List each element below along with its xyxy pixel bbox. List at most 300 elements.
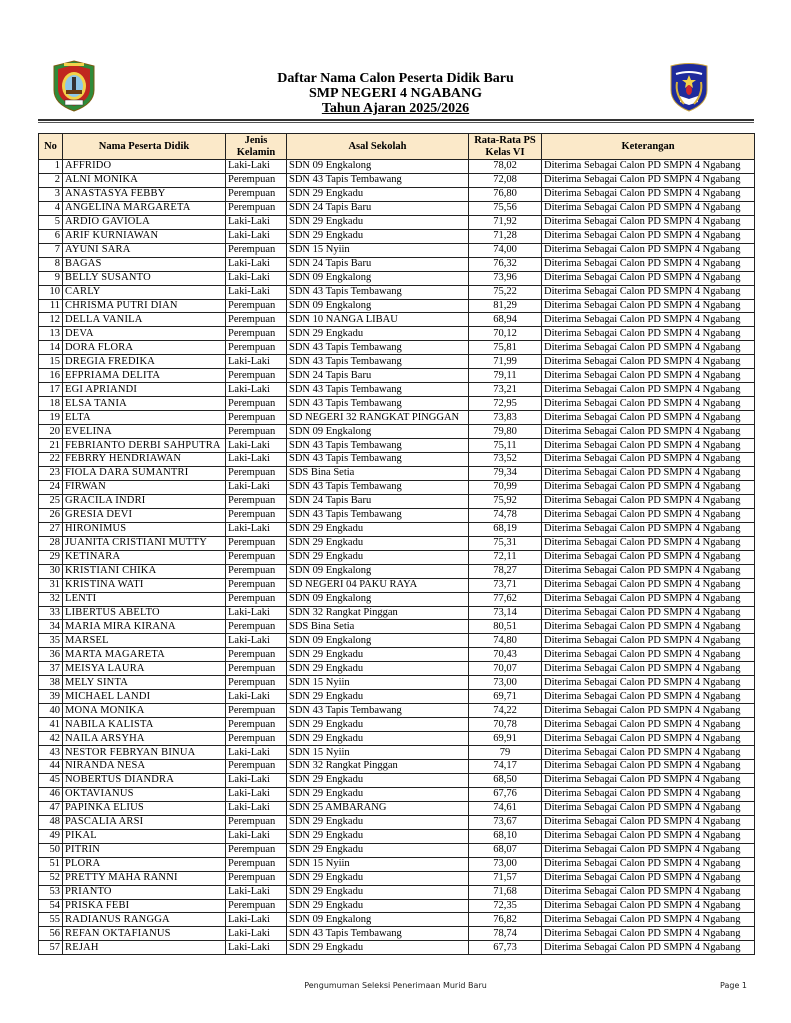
average-score: 74,00: [469, 243, 542, 257]
student-name: PLORA: [63, 857, 226, 871]
student-name: OKTAVIANUS: [63, 787, 226, 801]
average-score: 71,68: [469, 885, 542, 899]
student-name: DREGIA FREDIKA: [63, 355, 226, 369]
table-row: [39, 620, 755, 634]
average-score: 70,43: [469, 648, 542, 662]
row-number: 51: [39, 857, 63, 871]
student-name: FEBRIANTO DERBI SAHPUTRA: [63, 439, 226, 453]
student-name: MELY SINTA: [63, 676, 226, 690]
footer-text: Pengumuman Seleksi Penerimaan Murid Baru: [304, 981, 487, 990]
table-row: [39, 160, 755, 174]
average-score: 72,11: [469, 550, 542, 564]
table-row: [39, 327, 755, 341]
student-gender: Perempuan: [226, 718, 287, 732]
average-score: 73,71: [469, 578, 542, 592]
student-gender: Perempuan: [226, 494, 287, 508]
student-gender: Laki-Laki: [226, 215, 287, 229]
row-number: 49: [39, 829, 63, 843]
row-number: 33: [39, 606, 63, 620]
student-gender: Perempuan: [226, 508, 287, 522]
student-name: AFFRIDO: [63, 160, 226, 174]
row-number: 5: [39, 215, 63, 229]
row-number: 13: [39, 327, 63, 341]
remark: Diterima Sebagai Calon PD SMPN 4 Ngabang: [542, 718, 755, 732]
average-score: 73,96: [469, 271, 542, 285]
remark: Diterima Sebagai Calon PD SMPN 4 Ngabang: [542, 397, 755, 411]
average-score: 70,78: [469, 718, 542, 732]
row-number: 42: [39, 732, 63, 746]
page-number: Page 1: [720, 981, 747, 990]
average-score: 73,83: [469, 411, 542, 425]
student-gender: Laki-Laki: [226, 453, 287, 467]
average-score: 72,35: [469, 899, 542, 913]
row-number: 29: [39, 550, 63, 564]
table-row: [39, 606, 755, 620]
remark: Diterima Sebagai Calon PD SMPN 4 Ngabang: [542, 676, 755, 690]
student-gender: Laki-Laki: [226, 913, 287, 927]
student-name: KRISTIANI CHIKA: [63, 564, 226, 578]
row-number: 44: [39, 759, 63, 773]
student-name: ARDIO GAVIOLA: [63, 215, 226, 229]
table-row: [39, 759, 755, 773]
origin-school: SDN 29 Engkadu: [287, 899, 469, 913]
origin-school: SDN 29 Engkadu: [287, 327, 469, 341]
row-number: 24: [39, 480, 63, 494]
table-row: [39, 369, 755, 383]
table-body: [39, 160, 755, 955]
origin-school: SDN 29 Engkadu: [287, 662, 469, 676]
student-gender: Laki-Laki: [226, 257, 287, 271]
remark: Diterima Sebagai Calon PD SMPN 4 Ngabang: [542, 285, 755, 299]
student-gender: Perempuan: [226, 536, 287, 550]
average-score: 72,08: [469, 173, 542, 187]
origin-school: SDN 29 Engkadu: [287, 229, 469, 243]
origin-school: SDN 29 Engkadu: [287, 885, 469, 899]
remark: Diterima Sebagai Calon PD SMPN 4 Ngabang: [542, 746, 755, 760]
student-name: PIKAL: [63, 829, 226, 843]
origin-school: SDN 24 Tapis Baru: [287, 257, 469, 271]
student-gender: Perempuan: [226, 648, 287, 662]
row-number: 25: [39, 494, 63, 508]
student-name: MEISYA LAURA: [63, 662, 226, 676]
row-number: 55: [39, 913, 63, 927]
average-score: 76,80: [469, 187, 542, 201]
average-score: 77,62: [469, 592, 542, 606]
remark: Diterima Sebagai Calon PD SMPN 4 Ngabang: [542, 578, 755, 592]
origin-school: SDN 25 AMBARANG: [287, 801, 469, 815]
average-score: 73,14: [469, 606, 542, 620]
average-score: 67,76: [469, 787, 542, 801]
student-gender: Laki-Laki: [226, 801, 287, 815]
row-number: 8: [39, 257, 63, 271]
average-score: 80,51: [469, 620, 542, 634]
title-divider-thin: [38, 122, 754, 123]
student-name: NABILA KALISTA: [63, 718, 226, 732]
student-name: LIBERTUS ABELTO: [63, 606, 226, 620]
student-gender: Perempuan: [226, 871, 287, 885]
table-row: [39, 843, 755, 857]
remark: Diterima Sebagai Calon PD SMPN 4 Ngabang: [542, 243, 755, 257]
row-number: 57: [39, 941, 63, 955]
table-row: [39, 383, 755, 397]
average-score: 72,95: [469, 397, 542, 411]
row-number: 18: [39, 397, 63, 411]
column-header-score: Rata-Rata PS Kelas VI: [469, 134, 542, 160]
average-score: 68,10: [469, 829, 542, 843]
remark: Diterima Sebagai Calon PD SMPN 4 Ngabang: [542, 201, 755, 215]
average-score: 70,07: [469, 662, 542, 676]
row-number: 38: [39, 676, 63, 690]
average-score: 75,11: [469, 439, 542, 453]
remark: Diterima Sebagai Calon PD SMPN 4 Ngabang: [542, 271, 755, 285]
origin-school: SDN 29 Engkadu: [287, 732, 469, 746]
table-row: [39, 508, 755, 522]
student-gender: Perempuan: [226, 411, 287, 425]
average-score: 71,99: [469, 355, 542, 369]
average-score: 81,29: [469, 299, 542, 313]
row-number: 34: [39, 620, 63, 634]
remark: Diterima Sebagai Calon PD SMPN 4 Ngabang: [542, 411, 755, 425]
table-row: [39, 397, 755, 411]
table-row: [39, 592, 755, 606]
table-row: [39, 801, 755, 815]
remark: Diterima Sebagai Calon PD SMPN 4 Ngabang: [542, 522, 755, 536]
table-row: [39, 299, 755, 313]
row-number: 32: [39, 592, 63, 606]
student-gender: Perempuan: [226, 466, 287, 480]
student-name: BAGAS: [63, 257, 226, 271]
remark: Diterima Sebagai Calon PD SMPN 4 Ngabang: [542, 215, 755, 229]
remark: Diterima Sebagai Calon PD SMPN 4 Ngabang: [542, 913, 755, 927]
remark: Diterima Sebagai Calon PD SMPN 4 Ngabang: [542, 229, 755, 243]
student-name: PRIANTO: [63, 885, 226, 899]
student-gender: Perempuan: [226, 173, 287, 187]
average-score: 73,00: [469, 857, 542, 871]
title-line-1: Daftar Nama Calon Peserta Didik Baru: [277, 71, 514, 86]
table-row: [39, 941, 755, 955]
average-score: 70,99: [469, 480, 542, 494]
remark: Diterima Sebagai Calon PD SMPN 4 Ngabang: [542, 871, 755, 885]
student-gender: Perempuan: [226, 369, 287, 383]
remark: Diterima Sebagai Calon PD SMPN 4 Ngabang: [542, 160, 755, 174]
origin-school: SDN 15 Nyiin: [287, 676, 469, 690]
row-number: 54: [39, 899, 63, 913]
row-number: 35: [39, 634, 63, 648]
table-row: [39, 564, 755, 578]
row-number: 47: [39, 801, 63, 815]
average-score: 79,11: [469, 369, 542, 383]
average-score: 75,56: [469, 201, 542, 215]
table-row: [39, 648, 755, 662]
origin-school: SDN 29 Engkadu: [287, 522, 469, 536]
origin-school: SDN 43 Tapis Tembawang: [287, 383, 469, 397]
table-row: [39, 634, 755, 648]
student-name: CARLY: [63, 285, 226, 299]
average-score: 74,78: [469, 508, 542, 522]
origin-school: SDN 24 Tapis Baru: [287, 494, 469, 508]
student-name: BELLY SUSANTO: [63, 271, 226, 285]
table-row: [39, 857, 755, 871]
origin-school: SDN 43 Tapis Tembawang: [287, 285, 469, 299]
remark: Diterima Sebagai Calon PD SMPN 4 Ngabang: [542, 634, 755, 648]
origin-school: SDN 43 Tapis Tembawang: [287, 355, 469, 369]
origin-school: SDN 29 Engkadu: [287, 536, 469, 550]
row-number: 15: [39, 355, 63, 369]
origin-school: SDN 29 Engkadu: [287, 215, 469, 229]
student-gender: Laki-Laki: [226, 746, 287, 760]
origin-school: SDN 10 NANGA LIBAU: [287, 313, 469, 327]
table-row: [39, 536, 755, 550]
student-name: PRETTY MAHA RANNI: [63, 871, 226, 885]
origin-school: SDN 15 Nyiin: [287, 243, 469, 257]
row-number: 50: [39, 843, 63, 857]
student-gender: Laki-Laki: [226, 285, 287, 299]
origin-school: SDN 43 Tapis Tembawang: [287, 453, 469, 467]
origin-school: SDN 29 Engkadu: [287, 815, 469, 829]
student-name: EFPRIAMA DELITA: [63, 369, 226, 383]
table-row: [39, 927, 755, 941]
table-row: [39, 690, 755, 704]
student-gender: Laki-Laki: [226, 885, 287, 899]
average-score: 73,67: [469, 815, 542, 829]
table-row: [39, 718, 755, 732]
origin-school: SDN 15 Nyiin: [287, 857, 469, 871]
title-divider-thick: [38, 119, 754, 121]
student-gender: Laki-Laki: [226, 773, 287, 787]
row-number: 22: [39, 453, 63, 467]
table-row: [39, 899, 755, 913]
origin-school: SDN 29 Engkadu: [287, 187, 469, 201]
table-row: [39, 201, 755, 215]
student-gender: Laki-Laki: [226, 829, 287, 843]
row-number: 30: [39, 564, 63, 578]
remark: Diterima Sebagai Calon PD SMPN 4 Ngabang: [542, 383, 755, 397]
table-row: [39, 746, 755, 760]
average-score: 75,31: [469, 536, 542, 550]
row-number: 37: [39, 662, 63, 676]
origin-school: SDN 32 Rangkat Pinggan: [287, 759, 469, 773]
row-number: 16: [39, 369, 63, 383]
origin-school: SDN 29 Engkadu: [287, 718, 469, 732]
origin-school: SDN 09 Engkalong: [287, 271, 469, 285]
average-score: 78,74: [469, 927, 542, 941]
origin-school: SDN 09 Engkalong: [287, 425, 469, 439]
student-name: NAILA ARSYHA: [63, 732, 226, 746]
remark: Diterima Sebagai Calon PD SMPN 4 Ngabang: [542, 466, 755, 480]
student-name: NOBERTUS DIANDRA: [63, 773, 226, 787]
row-number: 11: [39, 299, 63, 313]
student-gender: Laki-Laki: [226, 522, 287, 536]
table-row: [39, 522, 755, 536]
student-gender: Perempuan: [226, 676, 287, 690]
row-number: 46: [39, 787, 63, 801]
table-row: [39, 773, 755, 787]
remark: Diterima Sebagai Calon PD SMPN 4 Ngabang: [542, 829, 755, 843]
origin-school: SDN 09 Engkalong: [287, 564, 469, 578]
document-title: [200, 71, 591, 116]
table-row: [39, 829, 755, 843]
table-row: [39, 676, 755, 690]
row-number: 27: [39, 522, 63, 536]
remark: Diterima Sebagai Calon PD SMPN 4 Ngabang: [542, 564, 755, 578]
origin-school: SDN 43 Tapis Tembawang: [287, 480, 469, 494]
table-row: [39, 494, 755, 508]
remark: Diterima Sebagai Calon PD SMPN 4 Ngabang: [542, 843, 755, 857]
student-name: GRESIA DEVI: [63, 508, 226, 522]
student-gender: Laki-Laki: [226, 271, 287, 285]
student-name: ELSA TANIA: [63, 397, 226, 411]
origin-school: SD NEGERI 32 RANGKAT PINGGAN: [287, 411, 469, 425]
row-number: 4: [39, 201, 63, 215]
average-score: 74,61: [469, 801, 542, 815]
student-name: HIRONIMUS: [63, 522, 226, 536]
student-gender: Perempuan: [226, 564, 287, 578]
student-gender: Laki-Laki: [226, 634, 287, 648]
remark: Diterima Sebagai Calon PD SMPN 4 Ngabang: [542, 787, 755, 801]
row-number: 21: [39, 439, 63, 453]
origin-school: SDN 24 Tapis Baru: [287, 201, 469, 215]
average-score: 70,12: [469, 327, 542, 341]
origin-school: SD NEGERI 04 PAKU RAYA: [287, 578, 469, 592]
average-score: 78,02: [469, 160, 542, 174]
student-gender: Laki-Laki: [226, 480, 287, 494]
student-gender: Laki-Laki: [226, 229, 287, 243]
student-name: AYUNI SARA: [63, 243, 226, 257]
column-header-no: No: [39, 134, 63, 160]
student-name: MARTA MAGARETA: [63, 648, 226, 662]
row-number: 48: [39, 815, 63, 829]
student-gender: Perempuan: [226, 732, 287, 746]
table-row: [39, 173, 755, 187]
average-score: 75,92: [469, 494, 542, 508]
table-row: [39, 285, 755, 299]
average-score: 78,27: [469, 564, 542, 578]
row-number: 45: [39, 773, 63, 787]
student-gender: Laki-Laki: [226, 690, 287, 704]
table-row: [39, 578, 755, 592]
table-row: [39, 215, 755, 229]
remark: Diterima Sebagai Calon PD SMPN 4 Ngabang: [542, 327, 755, 341]
origin-school: SDN 29 Engkadu: [287, 550, 469, 564]
student-gender: Perempuan: [226, 578, 287, 592]
row-number: 43: [39, 746, 63, 760]
average-score: 71,57: [469, 871, 542, 885]
origin-school: SDN 29 Engkadu: [287, 871, 469, 885]
student-gender: Laki-Laki: [226, 160, 287, 174]
student-name: ARIF KURNIAWAN: [63, 229, 226, 243]
remark: Diterima Sebagai Calon PD SMPN 4 Ngabang: [542, 494, 755, 508]
student-gender: Perempuan: [226, 704, 287, 718]
row-number: 41: [39, 718, 63, 732]
average-score: 79,34: [469, 466, 542, 480]
table-row: [39, 341, 755, 355]
average-score: 75,81: [469, 341, 542, 355]
student-name: KRISTINA WATI: [63, 578, 226, 592]
student-gender: Perempuan: [226, 341, 287, 355]
student-name: PRISKA FEBI: [63, 899, 226, 913]
remark: Diterima Sebagai Calon PD SMPN 4 Ngabang: [542, 355, 755, 369]
row-number: 2: [39, 173, 63, 187]
row-number: 10: [39, 285, 63, 299]
column-header-school: Asal Sekolah: [287, 134, 469, 160]
student-name: GRACILA INDRI: [63, 494, 226, 508]
student-name: REFAN OKTAFIANUS: [63, 927, 226, 941]
table-row: [39, 913, 755, 927]
table-row: [39, 550, 755, 564]
origin-school: SDN 43 Tapis Tembawang: [287, 341, 469, 355]
row-number: 53: [39, 885, 63, 899]
student-gender: Perempuan: [226, 299, 287, 313]
table-row: [39, 243, 755, 257]
student-gender: Laki-Laki: [226, 439, 287, 453]
table-row: [39, 425, 755, 439]
student-gender: Laki-Laki: [226, 927, 287, 941]
origin-school: SDS Bina Setia: [287, 466, 469, 480]
student-name: RADIANUS RANGGA: [63, 913, 226, 927]
average-score: 71,28: [469, 229, 542, 243]
table-row: [39, 271, 755, 285]
average-score: 74,22: [469, 704, 542, 718]
student-name: KETINARA: [63, 550, 226, 564]
student-gender: Perempuan: [226, 815, 287, 829]
student-name: JUANITA CRISTIANI MUTTY: [63, 536, 226, 550]
remark: Diterima Sebagai Calon PD SMPN 4 Ngabang: [542, 480, 755, 494]
average-score: 67,73: [469, 941, 542, 955]
row-number: 9: [39, 271, 63, 285]
table-row: [39, 815, 755, 829]
average-score: 73,52: [469, 453, 542, 467]
remark: Diterima Sebagai Calon PD SMPN 4 Ngabang: [542, 550, 755, 564]
average-score: 68,19: [469, 522, 542, 536]
remark: Diterima Sebagai Calon PD SMPN 4 Ngabang: [542, 815, 755, 829]
origin-school: SDN 29 Engkadu: [287, 648, 469, 662]
student-name: NIRANDA NESA: [63, 759, 226, 773]
student-gender: Perempuan: [226, 397, 287, 411]
remark: Diterima Sebagai Calon PD SMPN 4 Ngabang: [542, 773, 755, 787]
origin-school: SDN 43 Tapis Tembawang: [287, 704, 469, 718]
origin-school: SDN 09 Engkalong: [287, 160, 469, 174]
row-number: 17: [39, 383, 63, 397]
student-gender: Laki-Laki: [226, 941, 287, 955]
student-gender: Perempuan: [226, 843, 287, 857]
student-name: NESTOR FEBRYAN BINUA: [63, 746, 226, 760]
average-score: 79,80: [469, 425, 542, 439]
table-row: [39, 187, 755, 201]
remark: Diterima Sebagai Calon PD SMPN 4 Ngabang: [542, 759, 755, 773]
table-row: [39, 480, 755, 494]
remark: Diterima Sebagai Calon PD SMPN 4 Ngabang: [542, 927, 755, 941]
student-gender: Perempuan: [226, 327, 287, 341]
title-line-2: SMP NEGERI 4 NGABANG: [308, 86, 483, 101]
student-gender: Perempuan: [226, 857, 287, 871]
origin-school: SDS Bina Setia: [287, 620, 469, 634]
row-number: 31: [39, 578, 63, 592]
regency-crest-logo: [51, 60, 97, 112]
origin-school: SDN 29 Engkadu: [287, 829, 469, 843]
origin-school: SDN 09 Engkalong: [287, 299, 469, 313]
table-row: [39, 257, 755, 271]
remark: Diterima Sebagai Calon PD SMPN 4 Ngabang: [542, 453, 755, 467]
remark: Diterima Sebagai Calon PD SMPN 4 Ngabang: [542, 690, 755, 704]
remark: Diterima Sebagai Calon PD SMPN 4 Ngabang: [542, 313, 755, 327]
remark: Diterima Sebagai Calon PD SMPN 4 Ngabang: [542, 425, 755, 439]
student-gender: Perempuan: [226, 425, 287, 439]
table-row: [39, 662, 755, 676]
origin-school: SDN 15 Nyiin: [287, 746, 469, 760]
remark: Diterima Sebagai Calon PD SMPN 4 Ngabang: [542, 899, 755, 913]
student-name: MONA MONIKA: [63, 704, 226, 718]
student-name: PAPINKA ELIUS: [63, 801, 226, 815]
